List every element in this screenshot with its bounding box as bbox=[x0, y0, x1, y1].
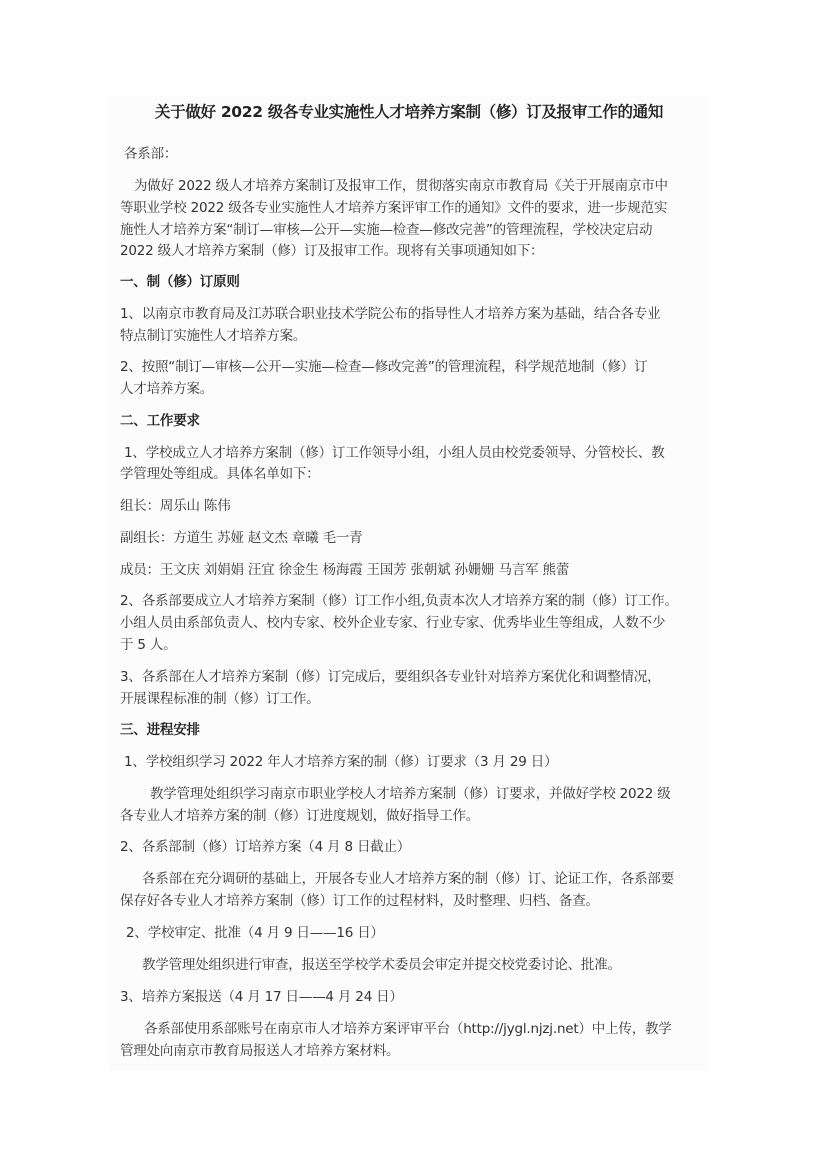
section-1-p1-line-2: 特点制订实施性人才培养方案。 bbox=[120, 328, 307, 344]
section-2-p1-line-2: 学管理处等组成。具体名单如下： bbox=[120, 466, 320, 482]
section-2-p1-line-1: 1、学校成立人才培养方案制（修）订工作领导小组，小组人员由校党委领导、分管校长、教 bbox=[124, 445, 665, 461]
intro-line-4: 2022 级人才培养方案制（修）订及报审工作。现将有关事项通知如下： bbox=[120, 243, 544, 259]
member-list: 成员：王文庆 刘娟娟 汪宜 徐金生 杨海霞 王国芳 张朝斌 孙姗姗 马言军 熊蕾 bbox=[120, 562, 570, 578]
section-1-heading: 一、制（修）订原则 bbox=[120, 274, 240, 290]
schedule-step-3-body: 教学管理处组织进行审查，报送至学校学术委员会审定并提交校党委讨论、批准。 bbox=[142, 957, 621, 973]
schedule-step-2-title: 2、各系部制（修）订培养方案（4 月 8 日截止） bbox=[120, 839, 411, 855]
section-1-p1-line-1: 1、以南京市教育局及江苏联合职业技术学院公布的指导性人才培养方案为基础，结合各专业 bbox=[120, 306, 661, 322]
document-page bbox=[110, 96, 708, 1071]
section-2-p2-line-1: 2、各系部要成立人才培养方案制（修）订工作小组,负责本次人才培养方案的制（修）订工作。 bbox=[120, 593, 678, 609]
document-title: 关于做好 2022 级各专业实施性人才培养方案制（修）订及报审工作的通知 bbox=[154, 103, 664, 121]
intro-line-1: 为做好 2022 级人才培养方案制订及报审工作，贯彻落实南京市教育局《关于开展南京市中 bbox=[134, 178, 668, 194]
section-2-p3-line-1: 3、各系部在人才培养方案制（修）订完成后，要组织各专业针对培养方案优化和调整情况， bbox=[120, 669, 661, 685]
section-2-p3-line-2: 开展课程标准的制（修）订工作。 bbox=[120, 691, 320, 707]
section-2-p2-line-2: 小组人员由系部负责人、校内专家、校外企业专家、行业专家、优秀毕业生等组成，人数不少 bbox=[120, 615, 666, 631]
schedule-step-2-body-line-1: 各系部在充分调研的基础上，开展各专业人才培养方案的制（修）订、论证工作，各系部要 bbox=[142, 871, 674, 887]
deputy-leader-list: 副组长：方道生 苏娅 赵文杰 章曦 毛一青 bbox=[120, 530, 363, 546]
schedule-step-1-title: 1、学校组织学习 2022 年人才培养方案的制（修）订要求（3 月 29 日） bbox=[124, 754, 558, 770]
intro-line-3: 施性人才培养方案“制订—审核—公开—实施—检查—修改完善”的管理流程，学校决定启动 bbox=[120, 222, 653, 238]
section-2-p2-line-3: 于 5 人。 bbox=[120, 637, 177, 653]
schedule-step-3-title: 2、学校审定、批准（4 月 9 日——16 日） bbox=[126, 925, 384, 941]
schedule-step-1-body-line-1: 教学管理处组织学习南京市职业学校人才培养方案制（修）订要求，并做好学校 2022 级 bbox=[150, 786, 671, 802]
section-1-p2-line-1: 2、按照“制订—审核—公开—实施—检查—修改完善”的管理流程，科学规范地制（修）订 bbox=[120, 359, 648, 375]
salutation: 各系部： bbox=[124, 146, 178, 162]
schedule-step-2-body-line-2: 保存好各专业人才培养方案制（修）订工作的过程材料，及时整理、归档、备查。 bbox=[120, 893, 599, 909]
section-1-p2-line-2: 人才培养方案。 bbox=[120, 381, 214, 397]
leader-list: 组长：周乐山 陈伟 bbox=[120, 498, 231, 514]
schedule-step-1-body-line-2: 各专业人才培养方案的制（修）订进度规划，做好指导工作。 bbox=[120, 808, 480, 824]
section-2-heading: 二、工作要求 bbox=[120, 413, 200, 429]
schedule-step-4-body-line-2: 管理处向南京市教育局报送人才培养方案材料。 bbox=[120, 1043, 400, 1059]
schedule-step-4-body-line-1: 各系部使用系部账号在南京市人才培养方案评审平台（http://jygl.njzj.net）中上传，教学 bbox=[144, 1021, 672, 1037]
schedule-step-4-title: 3、培养方案报送（4 月 17 日——4 月 24 日） bbox=[120, 989, 403, 1005]
intro-line-2: 等职业学校 2022 级各专业实施性人才培养方案评审工作的通知》文件的要求，进一步规范实 bbox=[120, 200, 668, 216]
section-3-heading: 三、进程安排 bbox=[120, 722, 200, 738]
